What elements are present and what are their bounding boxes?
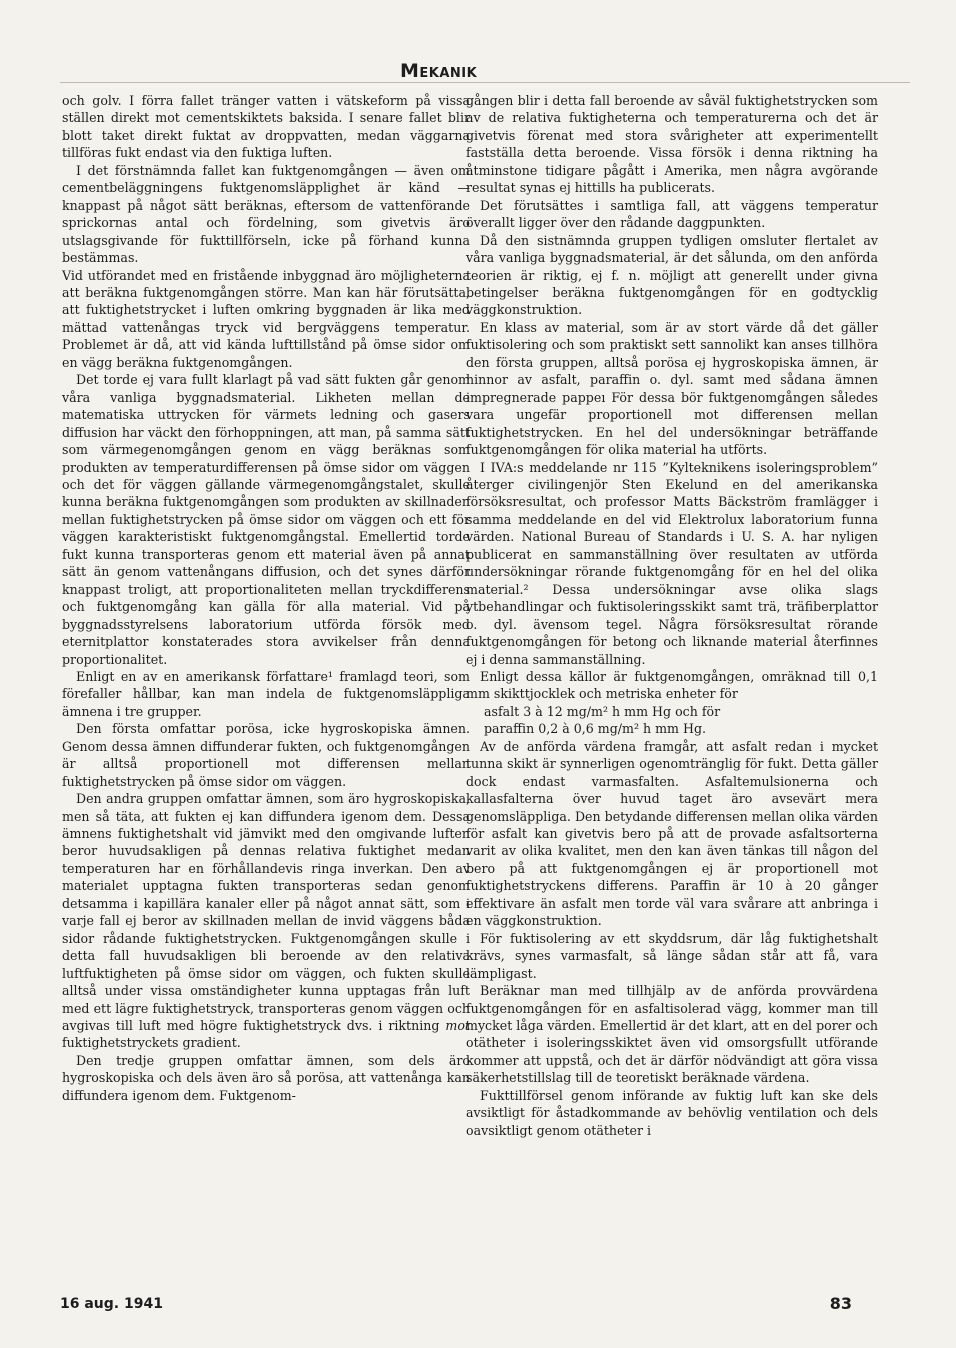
paragraph: Fukttillförsel genom införande av fuktig luft kan ske dels avsiktligt för åstadkommande av behövlig ventilation och dels oavsiktligt genom otätheter i	[466, 1087, 878, 1138]
emphasis: mot	[445, 1018, 470, 1034]
formula-line: paraffin 0,2 à 0,6 mg/m² h mm Hg.	[484, 721, 707, 737]
paragraph: En klass av material, som är av stort värde då det gäller fuktisolering och som praktiskt sett sannolikt kan anses tillhöra den första gruppen, alltså porösa ej hygroskopiska ämnen, är hinnor av asfalt, paraffin o. dyl. samt med sådana ämnen impregnerade pappeı För dessa bör fuktgenomgången således vara ungefär proportionell mot differensen mellan fuktighetstrycken. En hel del undersökningar beträffande fuktgenomgången för olika material ha utförts.	[466, 319, 878, 458]
paragraph: Beräknar man med tillhjälp av de anförda provvärdena fuktgenomgången för en asfaltisolerad vägg, kommer man till mycket låga värden. Emellertid är det klart, att en del porer och otätheter i isoleringsskiktet även vid omsorgsfullt utförande kommer att uppstå, och det är därför nödvändigt att göra vissa säkerhetstillslag till de teoretiskt beräknade värdena.	[466, 983, 878, 1086]
paragraph: Den första omfattar porösa, icke hygroskopiska ämnen. Genom dessa ämnen diffunderar fukten, och fuktgenomgången är alltså proportionell mot differensen mellan fuktighetstrycken på ömse sidor om väggen.	[62, 721, 470, 789]
paragraph-text: Den andra gruppen omfattar ämnen, som äro hygroskopiska, men så täta, att fukten ej kan diffundera igenom dem. Dessa ämnens fuktighetshalt vid jämvikt med den omgivande luften beror huvudsakligen på dennas relativa fuktighet medan temperaturen har en förhållandevis ringa inverkan. Den av materialet upptagna fukten transporteras sedan genom detsamma i kapillära kanaler eller på något annat sätt, som i varje fall ej beror av skillnaden mellan de invid väggens båda sidor rådande fuktighetstrycken. Fuktgenomgången skulle i detta fall huvudsakligen bli beroende av den relativa luftfuktigheten på ömse sidor om väggen, och fukten skulle alltså under vissa omständigheter kunna upptagas från luft med ett lägre fuktighetstryck, transporteras genom väggen och avgivas till luft med högre fuktighetstryck dvs. i riktning	[62, 791, 470, 1034]
page-number: 83	[829, 1294, 852, 1313]
left-column	[62, 92, 470, 1104]
issue-date: 16 aug. 1941	[60, 1296, 163, 1312]
paragraph	[62, 790, 470, 1052]
paragraph: Det förutsättes i samtliga fall, att väggens temperatur överallt ligger över den rådande daggpunkten.	[466, 197, 878, 231]
paragraph: Enligt dessa källor är fuktgenomgången, omräknad till 0,1 mm skikttjocklek och metriska enheter för	[466, 668, 878, 702]
header-divider	[60, 82, 910, 83]
paragraph: Den tredje gruppen omfattar ämnen, som dels äro hygroskopiska och dels även äro så porösa, att vattenånga kan diffundera igenom dem. Fuktgenom-	[62, 1052, 470, 1103]
paragraph: Det torde ej vara fullt klarlagt på vad sätt fukten går genom våra vanliga byggnadsmaterial. Likheten mellan de matematiska uttrycken för värmets ledning och gasers diffusion har väckt den förhoppningen, att man, på samma sätt som värmegenomgången genom en vägg beräknas som produkten av temperaturdifferensen på ömse sidor om väggen och det för väggen gällande värmegenomgångstalet, skulle kunna beräkna fuktgenomgången som produkten av skillnaden mellan fuktighetstrycken på ömse sidor om väggen och ett för väggen karakteristiskt fuktgenomgångstal. Emellertid torde fukt kunna transporteras genom ett material även på annat sätt än genom vattenångans diffusion, och det synes därför knappast troligt, att proportionaliteten mellan tryckdifferens och fuktgenomgång kan gälla för alla material. Vid på byggnadsstyrelsens laboratorium utförda försök med eternitplattor konstaterades stora avvikelser från denna proportionalitet.	[62, 372, 470, 667]
paragraph: I det förstnämnda fallet kan fuktgenomgången — även om cementbeläggningens fuktgenomsläpplighet är känd — knappast på något sätt beräknas, eftersom de vattenförande sprickornas antal och fördelning, som givetvis äro utslagsgivande för fukttillförseln, icke på förhand kunna bestämmas.	[62, 162, 470, 266]
paragraph: Vid utförandet med en fristående inbyggnad äro möjligheterna att beräkna fuktgenomgången större. Man kan här förutsätta, att fuktighetstrycket i luften omkring byggnaden är lika med mättad vattenångas tryck vid bergväggens temperatur. Problemet är då, att vid kända lufttillstånd på ömse sidor om en vägg beräkna fuktgenomgången.	[62, 267, 470, 370]
paragraph: gången blir i detta fall beroende av såväl fuktighetstrycken som av de relativa fuktigheterna och temperaturerna och det är givetvis förenat med stora svårigheter att experimentellt fastställa detta beroende. Vissa försök i denna riktning ha åtminstone tidigare pågått i Amerika, men några avgörande resultat synas ej hittills ha publicerats.	[466, 93, 878, 196]
right-column	[466, 92, 878, 1139]
paragraph: I IVA:s meddelande nr 115 ”Kylteknikens isoleringsproblem” återger civilingenjör Sten Ekelund en del amerikanska försöksresultat, och professor Matts Bäckström framlägger i samma meddelande en del vid Elektrolux laboratorium funna värden. National Bureau of Standards i U. S. A. har nyligen publicerat en sammanställning över resultaten av utförda undersökningar rörande fuktgenomgång för en hel del olika material.² Dessa undersökningar avse olika slags ytbehandlingar och fuktisoleringsskikt samt trä, träfiberplattor o. dyl. ävensom tegel. Några försöksresultat rörande fuktgenomgången för betong och liknande material återfinnes ej i denna sammanställning.	[466, 459, 878, 667]
formula-line: asfalt 3 à 12 mg/m² h mm Hg och för	[484, 703, 721, 719]
section-title: Mekanik	[400, 60, 478, 82]
paragraph: och golv. I förra fallet tränger vatten i vätskeform på vissa ställen direkt mot cementskiktets baksida. I senare fallet blir blott taket direkt fuktat av droppvatten, medan väggarna tillföras fukt endast via den fuktiga luften.	[62, 93, 470, 161]
paragraph: Då den sistnämnda gruppen tydligen omsluter flertalet av våra vanliga byggnadsmaterial, är det sålunda, om den anförda teorien är riktig, ej f. n. möjligt att generellt under givna betingelser beräkna fuktgenomgången för en godtycklig väggkonstruktion.	[466, 232, 878, 318]
paragraph-text: fuktighetstryckets gradient.	[62, 1035, 241, 1051]
paragraph: Av de anförda värdena framgår, att asfalt redan i mycket tunna skikt är synnerligen ogenomtränglig för fukt. Detta gäller dock endast varmasfalten. Asfaltemulsionerna och kallasfalterna över huvud taget äro avsevärt mera genomsläppliga. Den betydande differensen mellan olika värden för asfalt kan givetvis bero på att de provade asfaltsorterna varit av olika kvalitet, men den kan även tänkas till någon del bero på att fuktgenomgången ej är proportionell mot fuktighetstryckens differens. Paraffin är 10 à 20 gånger effektivare än asfalt men torde väl vara svårare att anbringa i en väggkonstruktion.	[466, 738, 878, 929]
paragraph: För fuktisolering av ett skyddsrum, där låg fuktighetshalt krävs, synes varmasfalt, så länge sådan står att få, vara lämpligast.	[466, 930, 878, 981]
paragraph: Enligt en av en amerikansk författare¹ framlagd teori, som förefaller hållbar, kan man indela de fuktgenomsläppliga ämnena i tre grupper.	[62, 668, 470, 719]
